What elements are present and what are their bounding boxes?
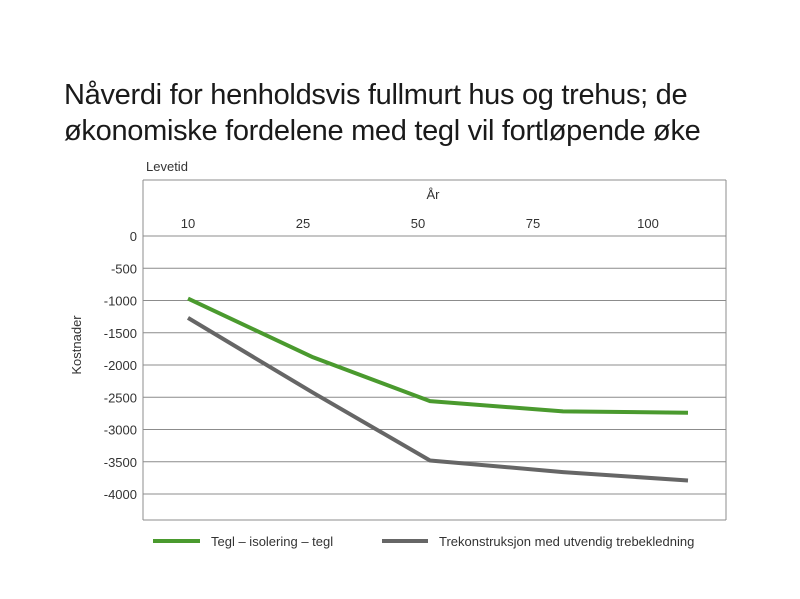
top-axis-label: Levetid [146, 159, 188, 174]
chart-title-line-1: Nåverdi for henholdsvis fullmurt hus og trehus; de [64, 79, 688, 112]
legend-label-1: Tegl – isolering – tegl [211, 534, 334, 549]
y-tick-label: -2000 [103, 358, 137, 373]
y-tick-label: -1000 [103, 293, 137, 309]
x-tick-label: 25 [295, 216, 311, 231]
y-tick-label: -3000 [103, 422, 137, 438]
grid-layer [143, 180, 726, 520]
x-tick-label: 75 [525, 216, 541, 231]
x-tick-label: 10 [180, 216, 196, 231]
y-tick-label: -2500 [103, 390, 137, 406]
legend [153, 534, 694, 549]
series-line-2 [188, 318, 688, 481]
x-tick-label: 50 [410, 216, 426, 231]
legend-label-2: Trekonstruksjon med utvendig trebekledning [439, 534, 695, 549]
y-tick-label: -4000 [103, 487, 137, 502]
y-tick-label: -500 [110, 261, 137, 277]
x-axis-title: År [426, 187, 440, 202]
x-tick-label: 100 [637, 216, 659, 231]
series-line-1 [188, 299, 688, 413]
y-tick-label: 0 [129, 229, 137, 244]
label-layer [69, 159, 659, 502]
y-tick-label: -1500 [103, 325, 137, 341]
series-layer [188, 299, 688, 481]
y-tick-label: -3500 [103, 454, 137, 470]
chart-title-line-2: økonomiske fordelene med tegl vil fortløpende øke [64, 115, 701, 148]
y-axis-title: Kostnader [69, 315, 84, 375]
